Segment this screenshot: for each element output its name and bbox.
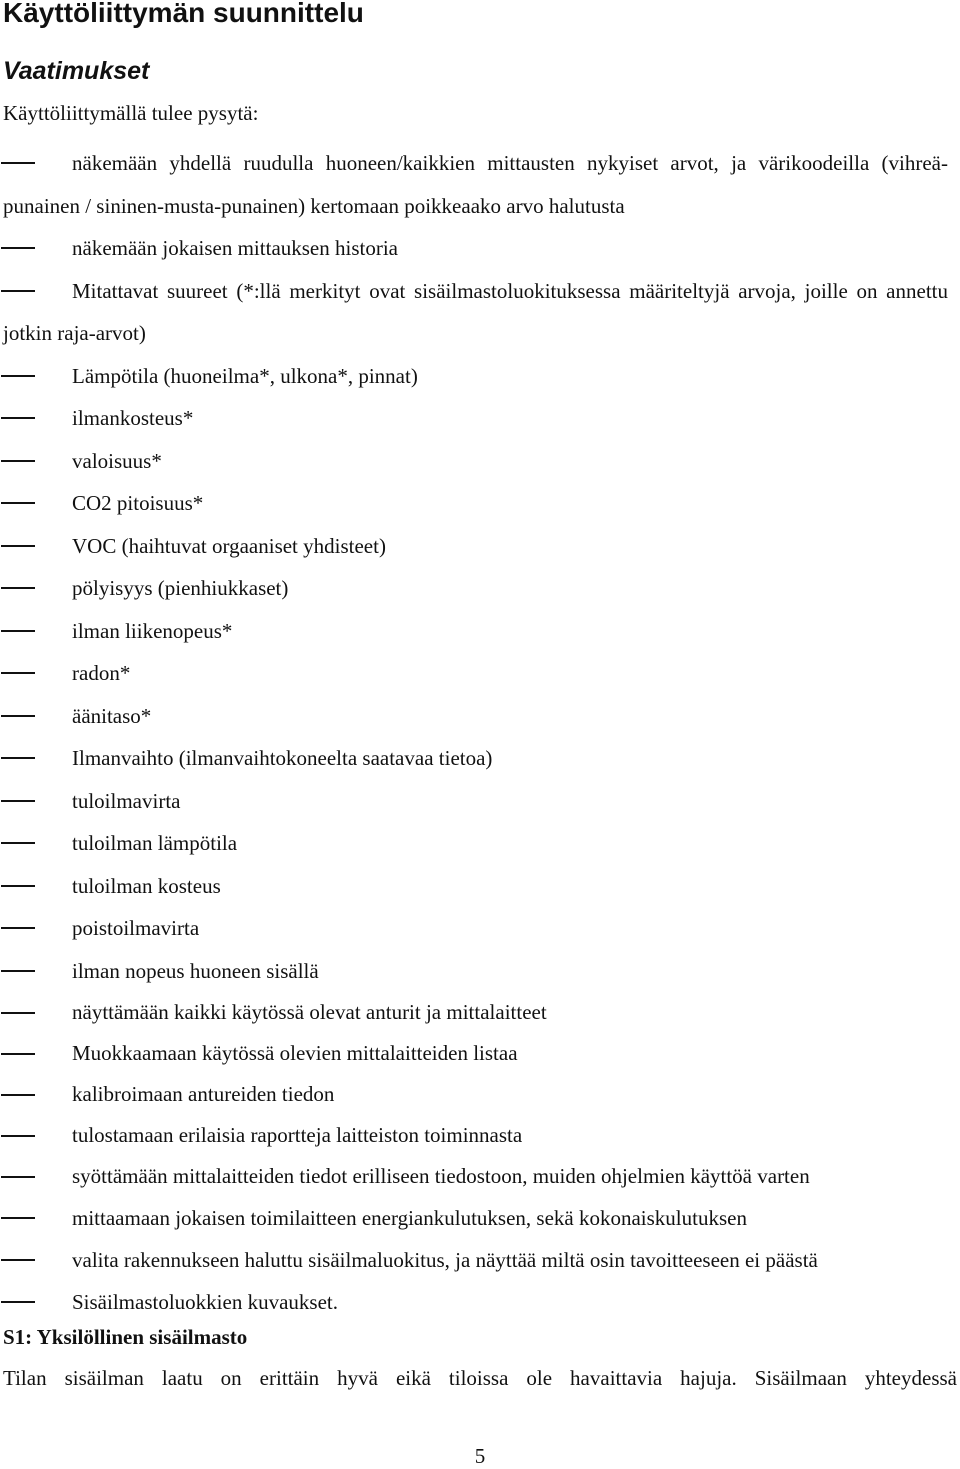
list-item-text: näkemään yhdellä ruudulla huoneen/kaikkien mittausten nykyiset arvot, ja värikoodeilla (vihreä-punainen / sininen-musta-punainen) kertomaan poikkeaako arvo halutusta: [3, 151, 948, 218]
list-item: [0, 270, 960, 355]
dash-bullet-icon: [1, 460, 35, 462]
list-item-text: poistoilmavirta: [72, 916, 200, 940]
list-item-text: ilman liikenopeus*: [72, 618, 233, 643]
page-title: Käyttöliittymän suunnittelu: [3, 0, 364, 28]
intro-text: Käyttöliittymällä tulee pysytä:: [3, 101, 259, 125]
list-item-text: Sisäilmastoluokkien kuvaukset.: [72, 1290, 338, 1314]
list-item-text: syöttämään mittalaitteiden tiedot erilliseen tiedostoon, muiden ohjelmien käyttöä varten: [72, 1164, 810, 1188]
list-item: [0, 1156, 960, 1197]
list-item-text: tuloilman kosteus: [72, 873, 221, 898]
list-item: [0, 1033, 960, 1074]
dash-bullet-icon: [1, 290, 35, 292]
dash-bullet-icon: [1, 375, 35, 377]
list-item-text: Muokkaamaan käytössä olevien mittalaitteiden listaa: [72, 1041, 518, 1065]
list-item: [0, 1197, 960, 1239]
page-number: 5: [474, 1444, 486, 1468]
list-item-text: mittaamaan jokaisen toimilaitteen energiankulutuksen, sekä kokonaiskulutuksen: [72, 1206, 747, 1230]
dash-bullet-icon: [1, 1094, 35, 1096]
dash-bullet-icon: [1, 1176, 35, 1178]
list-item-text: kalibroimaan antureiden tiedon: [72, 1082, 335, 1106]
list-item-text: näkemään jokaisen mittauksen historia: [72, 236, 398, 260]
list-item: [0, 1115, 960, 1156]
dash-bullet-icon: [1, 672, 35, 674]
dash-bullet-icon: [1, 1259, 35, 1261]
list-item-text: tuloilmavirta: [72, 788, 181, 813]
list-item-text: ilmankosteus*: [72, 406, 194, 430]
list-item: [0, 567, 960, 610]
list-item: [0, 610, 960, 653]
dash-bullet-icon: [1, 1135, 35, 1137]
list-item: [0, 440, 960, 483]
list-item: [0, 525, 960, 568]
dash-bullet-icon: [1, 630, 35, 632]
list-item-text: radon*: [72, 661, 131, 685]
list-item: [0, 652, 960, 695]
list-item: [0, 907, 960, 950]
dash-bullet-icon: [1, 417, 35, 419]
dash-bullet-icon: [1, 162, 35, 164]
list-item: [0, 1074, 960, 1115]
list-item: [0, 142, 960, 227]
body-paragraph: Tilan sisäilman laatu on erittäin hyvä eikä tiloissa ole havaittavia hajuja. Sisäilmaan yhteydessä: [3, 1366, 957, 1390]
list-item-text: VOC (haihtuvat orgaaniset yhdisteet): [72, 533, 386, 558]
list-item: [0, 1239, 960, 1281]
dash-bullet-icon: [1, 1217, 35, 1219]
dash-bullet-icon: [1, 800, 35, 802]
list-item-text: valoisuus*: [72, 448, 162, 473]
dash-bullet-icon: [1, 842, 35, 844]
dash-bullet-icon: [1, 757, 35, 759]
dash-bullet-icon: [1, 927, 35, 929]
dash-bullet-icon: [1, 502, 35, 504]
dash-bullet-icon: [1, 1053, 35, 1055]
list-item: [0, 780, 960, 823]
list-item-text: Mitattavat suureet (*:llä merkityt ovat sisäilmastoluokituksessa määriteltyjä arvoja, joille on annettu jotkin raja-arvot): [3, 278, 948, 345]
dash-bullet-icon: [1, 247, 35, 249]
list-item: [0, 950, 960, 993]
list-item-text: tuloilman lämpötila: [72, 831, 238, 855]
list-item-text: CO2 pitoisuus*: [72, 491, 204, 515]
dash-bullet-icon: [1, 885, 35, 887]
list-item-text: tulostamaan erilaisia raportteja laitteiston toiminnasta: [72, 1123, 523, 1147]
dash-bullet-icon: [1, 1301, 35, 1303]
list-item-text: valita rakennukseen haluttu sisäilmaluokitus, ja näyttää miltä osin tavoitteeseen ei päästä: [72, 1248, 818, 1272]
list-item: [0, 822, 960, 865]
requirements-list: [0, 142, 960, 1323]
dash-bullet-icon: [1, 715, 35, 717]
list-item: [0, 1281, 960, 1323]
list-item-text: ilman nopeus huoneen sisällä: [72, 958, 319, 983]
list-item: [0, 227, 960, 270]
dash-bullet-icon: [1, 587, 35, 589]
list-item-text: äänitaso*: [72, 703, 152, 728]
list-item-text: näyttämään kaikki käytössä olevat anturit ja mittalaitteet: [72, 1000, 547, 1024]
list-item: [0, 397, 960, 440]
list-item: [0, 695, 960, 738]
list-item-text: pölyisyys (pienhiukkaset): [72, 576, 289, 600]
list-item-text: Ilmanvaihto (ilmanvaihtokoneelta saatavaa tietoa): [72, 746, 493, 770]
dash-bullet-icon: [1, 1012, 35, 1014]
dash-bullet-icon: [1, 545, 35, 547]
list-item: [0, 865, 960, 908]
list-item: [0, 737, 960, 780]
list-item-text: Lämpötila (huoneilma*, ulkona*, pinnat): [72, 363, 418, 388]
dash-bullet-icon: [1, 970, 35, 972]
subsection-title: S1: Yksilöllinen sisäilmasto: [3, 1325, 248, 1349]
section-title: Vaatimukset: [3, 57, 150, 85]
list-item: [0, 482, 960, 525]
list-item: [0, 992, 960, 1033]
list-item: [0, 355, 960, 398]
